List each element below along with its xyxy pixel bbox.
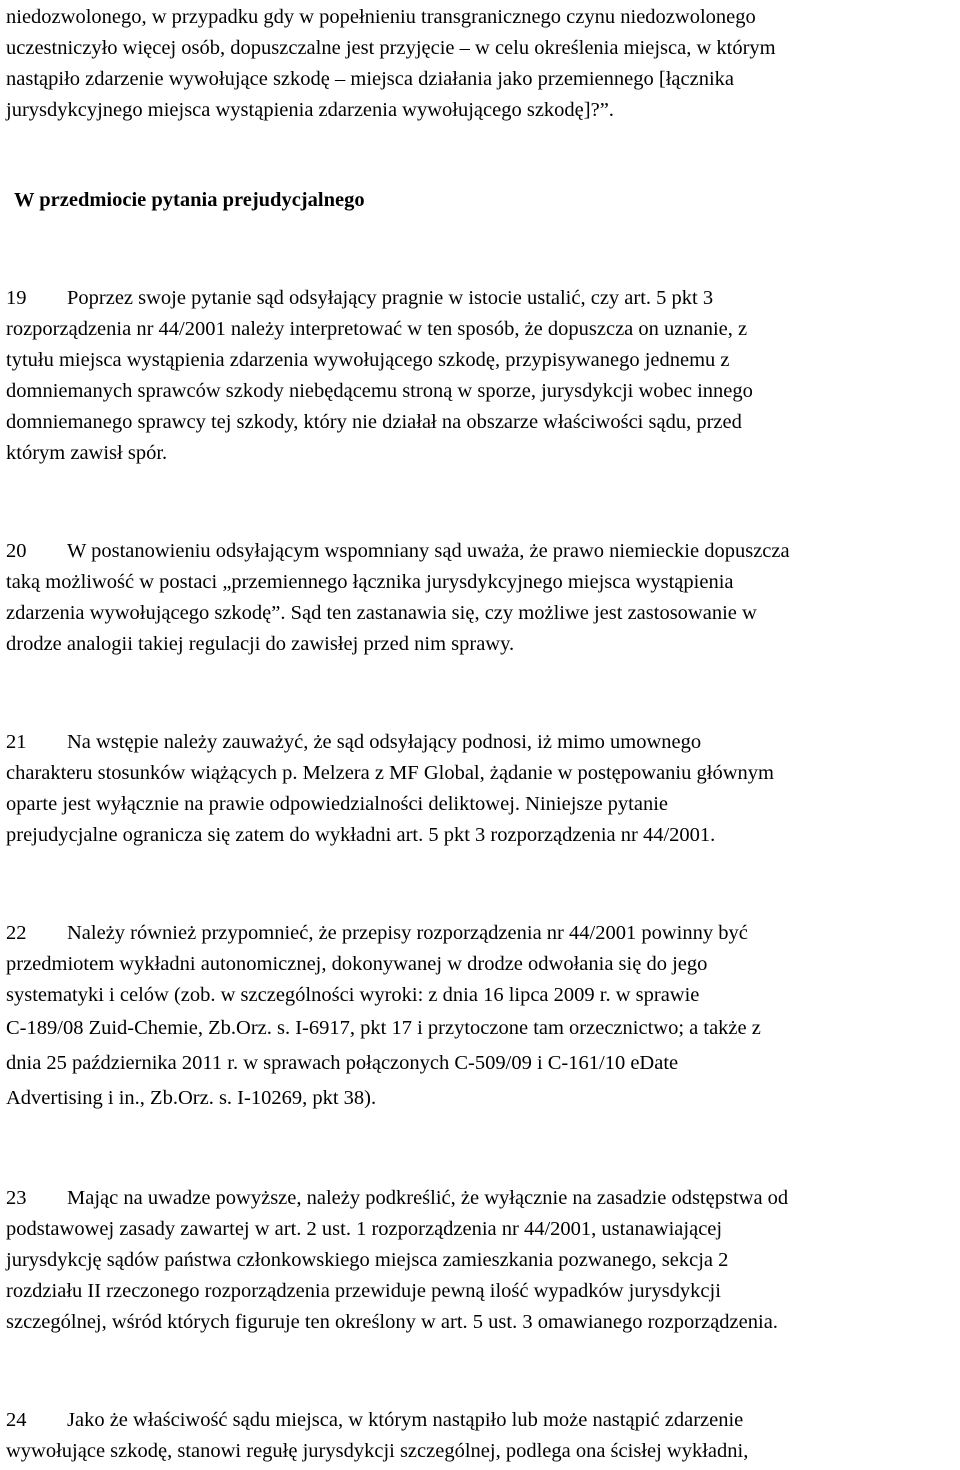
text-line: tytułu miejsca wystąpienia zdarzenia wywołującego szkodę, przypisywanego jednemu z	[6, 349, 730, 371]
text-line: dnia 25 października 2011 r. w sprawach połączonych C‑509/09 i C‑161/10 eDate	[6, 1052, 679, 1074]
section-heading: W przedmiocie pytania prejudycjalnego	[14, 189, 365, 211]
paragraph-first-line	[6, 536, 790, 567]
text-line: charakteru stosunków wiążących p. Melzera z MF Global, żądanie w postępowaniu głównym	[6, 762, 774, 784]
text-line: przedmiotem wykładni autonomicznej, dokonywanej w drodze odwołania się do jego	[6, 953, 708, 975]
text-line: Jako że właściwość sądu miejsca, w którym nastąpiło lub może nastąpić zdarzenie	[67, 1409, 744, 1431]
paragraph-number: 24	[6, 1409, 27, 1431]
text-line: C‑189/08 Zuid‑Chemie, Zb.Orz. s. I‑6917, pkt 17 i przytoczone tam orzecznictwo; a także z	[6, 1017, 761, 1039]
text-line: Poprzez swoje pytanie sąd odsyłający pragnie w istocie ustalić, czy art. 5 pkt 3	[67, 287, 714, 309]
text-line: domniemanych sprawców szkody niebędącemu stroną w sporze, jurysdykcji wobec innego	[6, 380, 753, 402]
text-line: rozdziału II rzeczonego rozporządzenia przewiduje pewną ilość wypadków jurysdykcji	[6, 1280, 721, 1302]
text-line: którym zawisł spór.	[6, 442, 168, 464]
text-line: szczególnej, wśród których figuruje ten określony w art. 5 ust. 3 omawianego rozporządzenia.	[6, 1311, 778, 1333]
paragraph-number: 19	[6, 287, 27, 309]
text-line: taką możliwość w postaci „przemiennego łącznika jurysdykcyjnego miejsca wystąpienia	[6, 571, 734, 593]
text-line: wywołujące szkodę, stanowi regułę jurysdykcji szczególnej, podlega ona ścisłej wykładni,	[6, 1440, 749, 1462]
paragraph-first-line	[6, 1183, 788, 1214]
text-line: systematyki i celów (zob. w szczególności wyroki: z dnia 16 lipca 2009 r. w sprawie	[6, 984, 700, 1006]
text-line: prejudycjalne ogranicza się zatem do wykładni art. 5 pkt 3 rozporządzenia nr 44/2001.	[6, 824, 716, 846]
text-line: nastąpiło zdarzenie wywołujące szkodę – miejsca działania jako przemiennego [łącznika	[6, 68, 734, 90]
text-line: uczestniczyło więcej osób, dopuszczalne jest przyjęcie – w celu określenia miejsca, w którym	[6, 37, 776, 59]
text-line: Mając na uwadze powyższe, należy podkreślić, że wyłącznie na zasadzie odstępstwa od	[67, 1187, 789, 1209]
text-line: jurysdykcję sądów państwa członkowskiego miejsca zamieszkania pozwanego, sekcja 2	[6, 1249, 729, 1271]
paragraph-number: 20	[6, 540, 27, 562]
paragraph-number: 22	[6, 922, 27, 944]
paragraph-first-line	[6, 283, 713, 314]
text-line: Należy również przypomnieć, że przepisy rozporządzenia nr 44/2001 powinny być	[67, 922, 748, 944]
text-line: W postanowieniu odsyłającym wspomniany sąd uważa, że prawo niemieckie dopuszcza	[67, 540, 790, 562]
text-line: Advertising i in., Zb.Orz. s. I‑10269, pkt 38).	[6, 1087, 377, 1109]
paragraph-first-line	[6, 727, 701, 758]
text-line: podstawowej zasady zawartej w art. 2 ust. 1 rozporządzenia nr 44/2001, ustanawiającej	[6, 1218, 723, 1240]
text-line: jurysdykcyjnego miejsca wystąpienia zdarzenia wywołującego szkodę]?”.	[6, 99, 614, 121]
paragraph-first-line	[6, 918, 748, 949]
paragraph-number: 23	[6, 1187, 27, 1209]
text-line: drodze analogii takiej regulacji do zawisłej przed nim sprawy.	[6, 633, 515, 655]
text-line: niedozwolonego, w przypadku gdy w popełnieniu transgranicznego czynu niedozwolonego	[6, 6, 756, 28]
text-line: domniemanego sprawcy tej szkody, który nie działał na obszarze właściwości sądu, przed	[6, 411, 742, 433]
text-line: oparte jest wyłącznie na prawie odpowiedzialności deliktowej. Niniejsze pytanie	[6, 793, 669, 815]
text-line: zdarzenia wywołującego szkodę”. Sąd ten zastanawia się, czy możliwe jest zastosowanie w	[6, 602, 757, 624]
paragraph-first-line	[6, 1405, 743, 1436]
paragraph-number: 21	[6, 731, 27, 753]
text-line: Na wstępie należy zauważyć, że sąd odsyłający podnosi, iż mimo umownego	[67, 731, 702, 753]
text-line: rozporządzenia nr 44/2001 należy interpretować w ten sposób, że dopuszcza on uznanie, z	[6, 318, 748, 340]
